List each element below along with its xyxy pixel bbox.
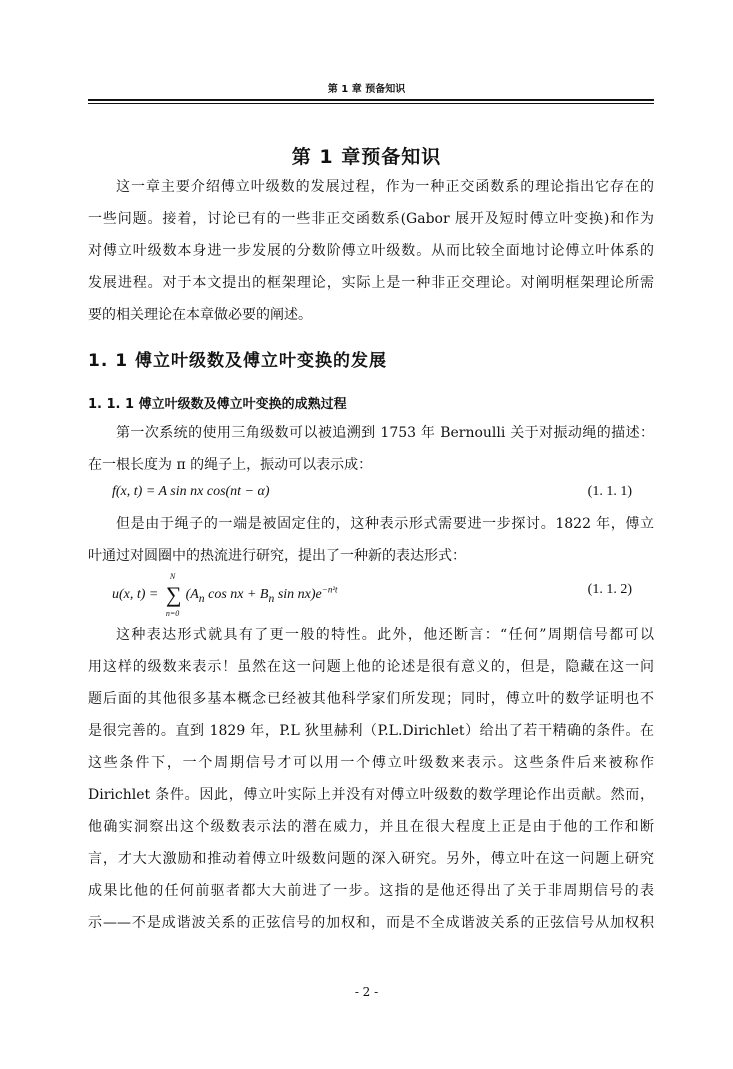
running-header: 第 1 章 预备知识 bbox=[327, 84, 406, 95]
paragraph-line: 他确实洞察出这个级数表示法的潜在威力，并且在很大程度上正是由于他的工作和断 bbox=[88, 819, 654, 835]
equation-term: cos nx + B bbox=[204, 587, 269, 602]
paragraph-line: 用这样的级数来表示！虽然在这一问题上他的论述是很有意义的，但是，隐藏在这一问 bbox=[88, 659, 654, 675]
paragraph-line: Dirichlet 条件。因此，傅立叶实际上并没有对傅立叶级数的数学理论作出贡献。然而， bbox=[88, 787, 654, 803]
intro-paragraph bbox=[88, 171, 654, 331]
paragraph-line: 言，才大大激励和推动着傅立叶级数问题的深入研究。另外，傅立叶在这一问题上研究 bbox=[88, 851, 654, 867]
equation-body: f(x, t) = A sin nx cos(nt − α) bbox=[112, 484, 270, 499]
intro-line: 一些问题。接着，讨论已有的一些非正交函数系(Gabor 展开及短时傅立叶变换)和作为 bbox=[88, 211, 654, 227]
subscript-b: n bbox=[268, 591, 275, 605]
equation-term: (A bbox=[185, 587, 199, 602]
equation-1-1-1 bbox=[112, 480, 632, 510]
paragraph-bernoulli bbox=[88, 417, 654, 481]
chapter-title: 第 1 章预备知识 bbox=[291, 146, 442, 168]
paragraph-line: 这种表达形式就具有了更一般的特性。此外，他还断言：“任何”周期信号都可以 bbox=[116, 627, 654, 643]
equation-1-1-2 bbox=[112, 572, 632, 618]
summation-symbol bbox=[165, 572, 182, 618]
paragraph-line: 叶通过对圆圈中的热流进行研究，提出了一种新的表达形式： bbox=[88, 548, 466, 564]
section-title: 1. 1 傅立叶级数及傅立叶变换的发展 bbox=[88, 351, 387, 371]
equation-body bbox=[112, 572, 338, 618]
header-rule-thin bbox=[88, 103, 654, 104]
subscript-a: n bbox=[198, 591, 205, 605]
sigma-glyph: ∑ bbox=[165, 582, 182, 607]
equation-term: sin nx)e bbox=[274, 587, 322, 602]
paragraph-line: 是很完善的。直到 1829 年，P.L 狄里赫利（P.L.Dirichlet）给出了若干精确的条件。在 bbox=[88, 723, 654, 739]
paragraph-line: 示——不是成谐波关系的正弦信号的加权和，而是不全成谐波关系的正弦信号从加权积 bbox=[88, 915, 654, 931]
exponent: −n²t bbox=[321, 584, 338, 595]
equation-number: (1. 1. 2) bbox=[587, 582, 632, 597]
equation-number: (1. 1. 1) bbox=[587, 484, 632, 499]
paragraph-fourier-heat bbox=[88, 508, 654, 572]
intro-line: 对傅立叶级数本身进一步发展的分数阶傅立叶级数。从而比较全面地讨论傅立叶体系的 bbox=[88, 243, 654, 259]
header-rule-thick bbox=[88, 99, 654, 101]
paragraph-fourier-history bbox=[88, 619, 654, 939]
paragraph-line: 第一次系统的使用三角级数可以被追溯到 1753 年 Bernoulli 关于对振动绳的描述： bbox=[116, 425, 654, 441]
paragraph-line: 但是由于绳子的一端是被固定住的，这种表示形式需要进一步探讨。1822 年，傅立 bbox=[116, 516, 654, 532]
intro-line: 发展进程。对于本文提出的框架理论，实际上是一种非正交理论。对阐明框架理论所需 bbox=[88, 275, 654, 291]
sum-upper-limit: N bbox=[169, 572, 176, 581]
paragraph-line: 题后面的其他很多基本概念已经被其他科学家们所发现；同时，傅立叶的数学证明也不 bbox=[88, 691, 654, 707]
paragraph-line: 这些条件下，一个周期信号才可以用一个傅立叶级数来表示。这些条件后来被称作 bbox=[88, 755, 654, 771]
intro-line: 这一章主要介绍傅立叶级数的发展过程，作为一种正交函数系的理论指出它存在的 bbox=[116, 179, 654, 195]
sum-lower-limit: n=0 bbox=[165, 609, 180, 618]
page-number: - 2 - bbox=[354, 985, 379, 999]
subsection-title: 1. 1. 1 傅立叶级数及傅立叶变换的成熟过程 bbox=[88, 397, 347, 412]
paragraph-line: 在一根长度为 π 的绳子上，振动可以表示成： bbox=[88, 457, 373, 473]
equation-lhs: u(x, t) = bbox=[112, 587, 162, 602]
paragraph-line: 成果比他的任何前驱者都大大前进了一步。这指的是他还得出了关于非周期信号的表 bbox=[88, 883, 654, 899]
intro-line: 要的相关理论在本章做必要的阐述。 bbox=[88, 307, 312, 323]
